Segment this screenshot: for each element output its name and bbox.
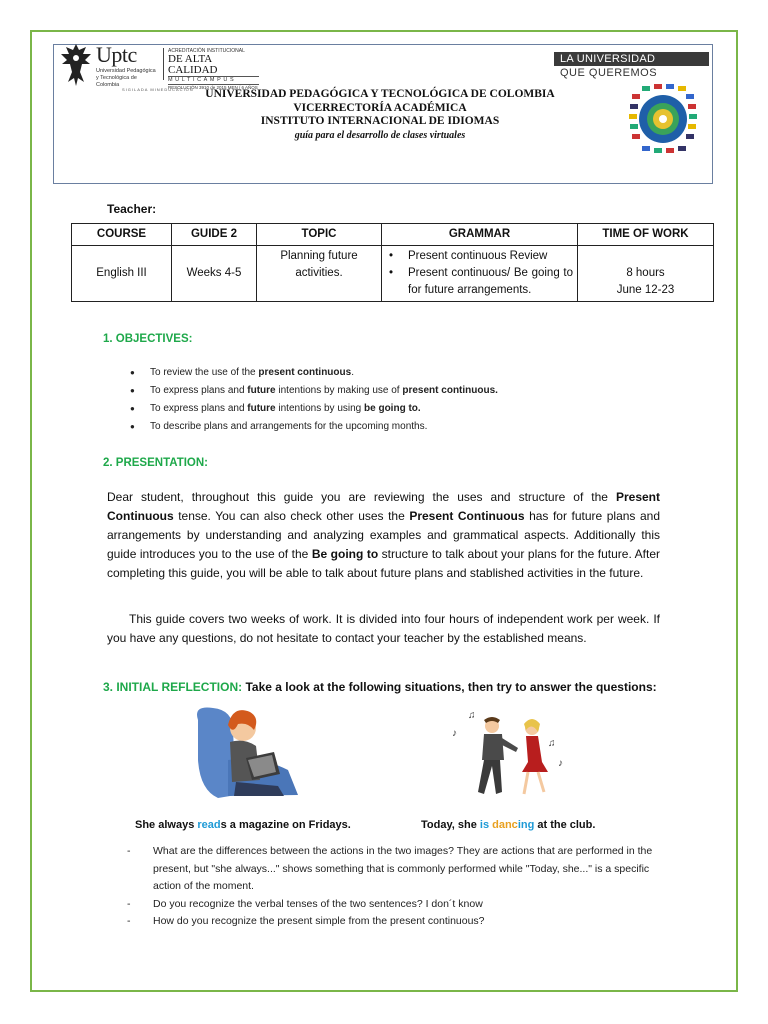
- institution-line-1: UNIVERSIDAD PEDAGÓGICA Y TECNOLÓGICA DE COLOMBIA: [205, 88, 555, 100]
- uptc-logo: [60, 42, 260, 94]
- svg-text:♪: ♪: [558, 758, 563, 769]
- guide-value: Weeks 4-5: [186, 267, 242, 279]
- vigilada-line: SIGILADA MINEDUCACIÓN: [122, 87, 194, 92]
- uptc-subtitle: Universidad Pedagógica y Tecnológica de Colombia: [96, 68, 156, 88]
- objective-item: ● To express plans and future intentions by making use of present continuous.: [130, 382, 498, 400]
- accreditation-resolution: RESOLUCIÓN 3910 de 2015 MEN / 6 AÑOS: [168, 85, 258, 90]
- course-value: English III: [96, 267, 147, 279]
- la-universidad-banner: LA UNIVERSIDAD: [554, 52, 709, 66]
- header-course: COURSE: [72, 224, 172, 246]
- guide-subtitle: guía para el desarrollo de clases virtuales: [294, 129, 466, 141]
- header-grammar: GRAMMAR: [382, 224, 578, 246]
- question-item: - Do you recognize the verbal tenses of the two sentences? I don´t know: [127, 896, 667, 914]
- svg-text:♪: ♪: [452, 728, 457, 739]
- couple-dancing-illustration: [448, 706, 568, 802]
- grammar-item: • Present continuous Review: [386, 248, 573, 265]
- svg-text:♫: ♫: [468, 710, 476, 721]
- grammar-item: • Present continuous/ Be going to for future arrangements.: [386, 265, 573, 299]
- course-info-table: [71, 223, 714, 302]
- time-cell: [578, 246, 714, 302]
- header-topic: TOPIC: [257, 224, 382, 246]
- objectives-title: 1. OBJECTIVES:: [103, 333, 193, 345]
- objective-item: ● To describe plans and arrangements for the upcoming months.: [130, 418, 498, 436]
- svg-text:♫: ♫: [548, 738, 556, 749]
- teacher-label: Teacher:: [107, 202, 157, 216]
- initial-reflection-title: 3. INITIAL REFLECTION:: [103, 680, 243, 694]
- header-time: TIME OF WORK: [578, 224, 714, 246]
- objective-item: ● To express plans and future intentions by using be going to.: [130, 400, 498, 418]
- topic-cell: Planning future activities.: [257, 246, 382, 302]
- reflection-questions: [127, 843, 667, 931]
- objective-item: ● To review the use of the present continuous.: [130, 364, 498, 382]
- guide-cell: [172, 246, 257, 302]
- idiomas-seal-icon: [628, 84, 698, 154]
- question-item: - How do you recognize the present simple from the present continuous?: [127, 913, 667, 931]
- presentation-paragraph-1: Dear student, throughout this guide you are reviewing the uses and structure of the Present Continuous tense. You can also check other uses the Present Continuous has for future plans and arrangements by understanding and analyzing examples and grammatical aspects. Additionally this guide introduces you to the use of the Be going to structure to talk about your plans for the future. After completing this guide, you will be able to talk about future plans and stablished activities in the future.: [107, 490, 660, 580]
- course-cell: [72, 246, 172, 302]
- header-guide: GUIDE 2: [172, 224, 257, 246]
- accreditation-big: DE ALTA CALIDAD: [168, 53, 218, 76]
- eagle-emblem-icon: [60, 42, 92, 88]
- grammar-cell: [382, 246, 578, 302]
- institution-heading: [150, 88, 610, 142]
- institution-line-3: INSTITUTO INTERNACIONAL DE IDIOMAS: [260, 115, 500, 127]
- uptc-wordmark: Uptc: [96, 42, 137, 67]
- presentation-title: 2. PRESENTATION:: [103, 457, 208, 469]
- woman-reading-illustration: [188, 700, 328, 802]
- presentation-paragraph-2: This guide covers two weeks of work. It is divided into four hours of independent work per week. If you have any questions, do not hesitate to contact your teacher by the established means.: [107, 612, 660, 645]
- institution-line-2: VICERRECTORÍA ACADÉMICA: [293, 101, 467, 114]
- objectives-list: [130, 364, 498, 436]
- que-queremos-text: QUE QUEREMOS: [560, 67, 658, 79]
- initial-reflection-heading: [103, 680, 657, 694]
- accreditation-badge: [163, 48, 259, 90]
- accreditation-multicampus: MULTICAMPUS: [168, 76, 259, 85]
- caption-dancing: Today, she is dancing at the club.: [421, 819, 596, 831]
- accreditation-small: ACREDITACIÓN INSTITUCIONAL: [168, 48, 245, 54]
- initial-reflection-instruction: Take a look at the following situations, then try to answer the questions:: [242, 680, 657, 694]
- time-hours: 8 hours: [626, 267, 665, 279]
- question-item: - What are the differences between the actions in the two images? They are actions that are performed in the present, but "she always..." shows something that is commonly performed while "Today, she..." is a specific action of the moment.: [127, 843, 667, 896]
- time-dates: June 12-23: [616, 284, 675, 296]
- caption-reads: She always reads a magazine on Fridays.: [135, 819, 351, 831]
